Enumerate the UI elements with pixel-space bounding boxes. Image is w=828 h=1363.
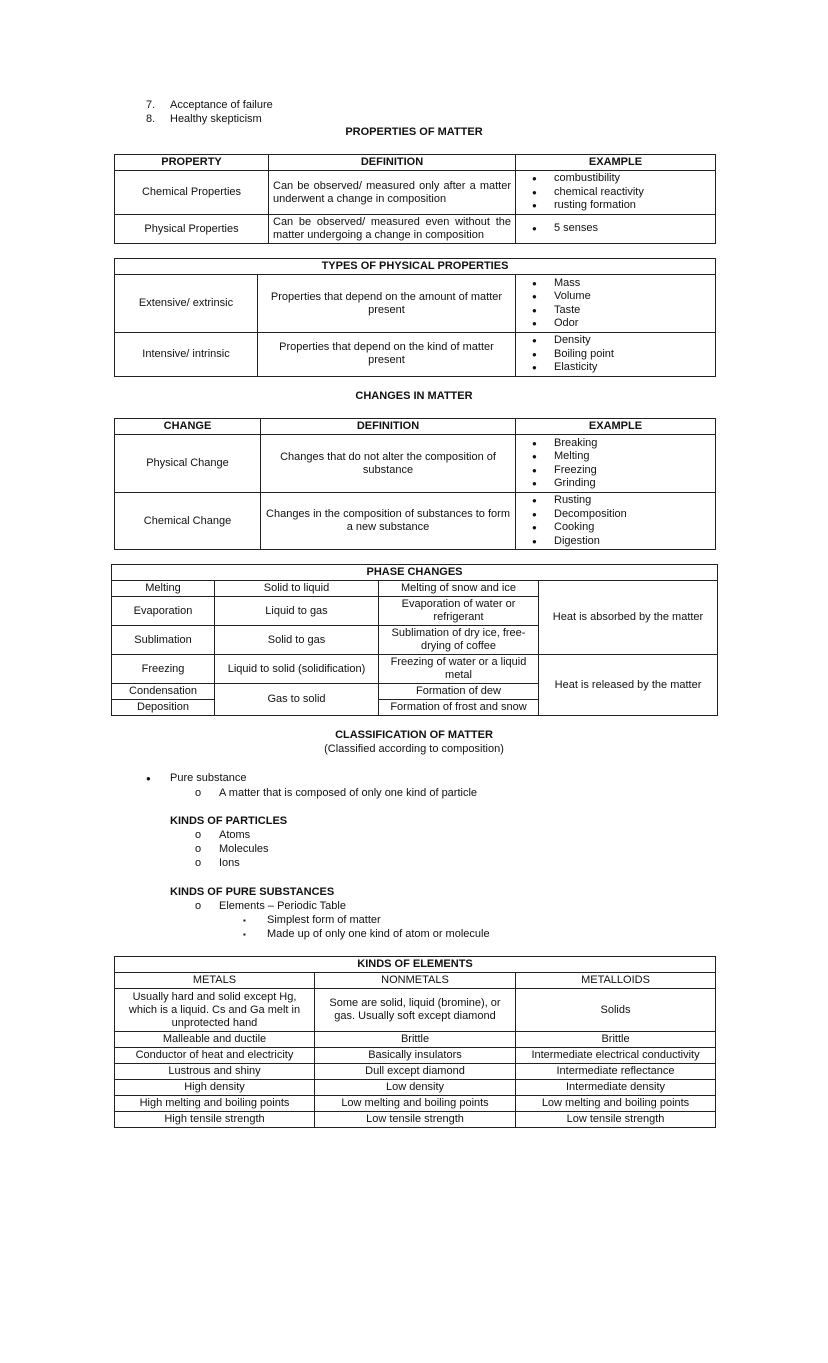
table-cell: Basically insulators xyxy=(315,1048,516,1064)
example-list xyxy=(520,437,711,491)
list-text: Made up of only one kind of atom or molecule xyxy=(267,928,490,940)
table-cell: Malleable and ductile xyxy=(115,1032,315,1048)
list-text: Simplest form of matter xyxy=(267,914,381,926)
example-list xyxy=(520,172,711,213)
phase-example: Formation of dew xyxy=(379,684,539,700)
list-item: ● Boiling point xyxy=(532,348,711,362)
table-row xyxy=(115,1048,716,1064)
table-cell: Lustrous and shiny xyxy=(115,1064,315,1080)
list-number: 8. xyxy=(146,113,156,125)
table-row xyxy=(115,435,716,493)
list-item: ● 5 senses xyxy=(532,222,711,236)
list-item: ● chemical reactivity xyxy=(532,186,711,200)
table-row xyxy=(115,989,716,1032)
phase-example: Sublimation of dry ice, free-drying of coffee xyxy=(379,626,539,655)
phase-name: Melting xyxy=(112,581,215,597)
heat-note: Heat is released by the matter xyxy=(539,655,718,716)
phase-name: Freezing xyxy=(112,655,215,684)
list-text: Molecules xyxy=(219,843,269,855)
header-definition: DEFINITION xyxy=(261,419,516,435)
list-item xyxy=(195,786,478,800)
circle-bullet-icon: o xyxy=(195,829,202,841)
table-row xyxy=(115,493,716,550)
list-item: ● combustibility xyxy=(532,172,711,186)
table-row xyxy=(115,215,716,244)
circle-bullet-icon: o xyxy=(195,857,202,869)
list-item: ● Freezing xyxy=(532,464,711,478)
list-item: ● Taste xyxy=(532,304,711,318)
table-cell: Low melting and boiling points xyxy=(516,1096,716,1112)
table-cell: Low tensile strength xyxy=(516,1112,716,1128)
example-list xyxy=(520,222,711,236)
table-row xyxy=(112,655,718,684)
table-cell: Brittle xyxy=(315,1032,516,1048)
table-cell: Some are solid, liquid (bromine), or gas. Usually soft except diamond xyxy=(315,989,516,1032)
list-item: ● Density xyxy=(532,334,711,348)
example-list xyxy=(520,334,711,375)
table-title: KINDS OF ELEMENTS xyxy=(115,957,716,973)
list-item: ● Elasticity xyxy=(532,361,711,375)
type-definition: Properties that depend on the amount of matter present xyxy=(258,275,516,333)
phase-name: Deposition xyxy=(112,700,215,716)
table-cell: Intermediate density xyxy=(516,1080,716,1096)
table-title: PHASE CHANGES xyxy=(112,565,718,581)
phase-description: Gas to solid xyxy=(215,684,379,716)
phase-example: Freezing of water or a liquid metal xyxy=(379,655,539,684)
list-number: 7. xyxy=(146,99,156,111)
phase-example: Evaporation of water or refrigerant xyxy=(379,597,539,626)
section-subtitle: (Classified according to composition) xyxy=(324,743,504,755)
table-cell: Low melting and boiling points xyxy=(315,1096,516,1112)
heat-note: Heat is absorbed by the matter xyxy=(539,581,718,655)
table-cell: Intermediate electrical conductivity xyxy=(516,1048,716,1064)
changes-table xyxy=(114,418,716,550)
table-cell: High tensile strength xyxy=(115,1112,315,1128)
list-item xyxy=(243,913,381,928)
table-row xyxy=(115,1096,716,1112)
change-definition: Changes in the composition of substances to form a new substance xyxy=(261,493,516,550)
list-text: Pure substance xyxy=(170,772,247,784)
phase-description: Solid to gas xyxy=(215,626,379,655)
table-row xyxy=(115,333,716,377)
circle-bullet-icon: o xyxy=(195,787,202,799)
list-item: ● Odor xyxy=(532,317,711,331)
section-title-changes: CHANGES IN MATTER xyxy=(355,390,473,402)
phase-description: Solid to liquid xyxy=(215,581,379,597)
list-item: ● Digestion xyxy=(532,535,711,549)
list-item xyxy=(146,112,262,126)
header-property: PROPERTY xyxy=(115,155,269,171)
change-name: Physical Change xyxy=(115,435,261,493)
list-item xyxy=(243,927,490,942)
table-row xyxy=(115,1080,716,1096)
property-definition: Can be observed/ measured even without the matter undergoing a change in composition xyxy=(269,215,516,244)
table-cell: Usually hard and solid except Hg, which is a liquid. Cs and Ga melt in unprotected hand xyxy=(115,989,315,1032)
list-item: ● Grinding xyxy=(532,477,711,491)
list-text: A matter that is composed of only one kind of particle xyxy=(219,787,478,799)
table-row xyxy=(112,581,718,597)
table-cell: Low density xyxy=(315,1080,516,1096)
list-item: ● rusting formation xyxy=(532,199,711,213)
change-name: Chemical Change xyxy=(115,493,261,550)
header-example: EXAMPLE xyxy=(516,419,716,435)
phase-name: Condensation xyxy=(112,684,215,700)
subheading: KINDS OF PURE SUBSTANCES xyxy=(170,886,335,898)
bullet-icon: ● xyxy=(146,774,151,783)
header-definition: DEFINITION xyxy=(269,155,516,171)
list-item: ● Breaking xyxy=(532,437,711,451)
bullet-icon: ▪ xyxy=(243,930,246,939)
elements-table xyxy=(114,956,716,1128)
table-cell: Low tensile strength xyxy=(315,1112,516,1128)
type-definition: Properties that depend on the kind of matter present xyxy=(258,333,516,377)
property-name: Chemical Properties xyxy=(115,171,269,215)
list-item: ● Cooking xyxy=(532,521,711,535)
list-item: ● Volume xyxy=(532,290,711,304)
header-metals: METALS xyxy=(115,973,315,989)
table-row xyxy=(115,1064,716,1080)
table-row xyxy=(115,1032,716,1048)
type-name: Extensive/ extrinsic xyxy=(115,275,258,333)
property-name: Physical Properties xyxy=(115,215,269,244)
table-row xyxy=(115,1112,716,1128)
list-item xyxy=(195,828,251,842)
list-item: ● Rusting xyxy=(532,494,711,508)
header-change: CHANGE xyxy=(115,419,261,435)
table-cell: Brittle xyxy=(516,1032,716,1048)
circle-bullet-icon: o xyxy=(195,900,202,912)
header-metalloids: METALLOIDS xyxy=(516,973,716,989)
phase-description: Liquid to gas xyxy=(215,597,379,626)
table-cell: Intermediate reflectance xyxy=(516,1064,716,1080)
list-item xyxy=(146,98,273,112)
list-text: Atoms xyxy=(219,829,251,841)
list-item xyxy=(195,899,346,913)
change-definition: Changes that do not alter the composition of substance xyxy=(261,435,516,493)
list-item xyxy=(146,771,247,786)
section-title-classification: CLASSIFICATION OF MATTER xyxy=(335,729,493,741)
example-list xyxy=(520,494,711,548)
table-cell: High density xyxy=(115,1080,315,1096)
phase-example: Melting of snow and ice xyxy=(379,581,539,597)
list-text: Acceptance of failure xyxy=(170,99,273,111)
table-cell: Conductor of heat and electricity xyxy=(115,1048,315,1064)
type-name: Intensive/ intrinsic xyxy=(115,333,258,377)
table-cell: Dull except diamond xyxy=(315,1064,516,1080)
list-item: ● Decomposition xyxy=(532,508,711,522)
phase-changes-table xyxy=(111,564,718,716)
table-cell: High melting and boiling points xyxy=(115,1096,315,1112)
circle-bullet-icon: o xyxy=(195,843,202,855)
subheading: KINDS OF PARTICLES xyxy=(170,815,288,827)
phase-name: Evaporation xyxy=(112,597,215,626)
list-text: Healthy skepticism xyxy=(170,113,262,125)
list-item xyxy=(195,842,269,856)
list-text: Elements – Periodic Table xyxy=(219,900,346,912)
physical-types-table xyxy=(114,258,716,377)
table-row xyxy=(115,171,716,215)
header-example: EXAMPLE xyxy=(516,155,716,171)
list-item xyxy=(195,856,240,870)
list-text: Ions xyxy=(219,857,240,869)
property-definition: Can be observed/ measured only after a matter underwent a change in composition xyxy=(269,171,516,215)
table-title: TYPES OF PHYSICAL PROPERTIES xyxy=(115,259,716,275)
phase-name: Sublimation xyxy=(112,626,215,655)
phase-description: Liquid to solid (solidification) xyxy=(215,655,379,684)
section-title-properties: PROPERTIES OF MATTER xyxy=(345,126,483,138)
phase-example: Formation of frost and snow xyxy=(379,700,539,716)
list-item: ● Melting xyxy=(532,450,711,464)
properties-table xyxy=(114,154,716,244)
example-list xyxy=(520,277,711,331)
list-item: ● Mass xyxy=(532,277,711,291)
table-row xyxy=(115,275,716,333)
header-nonmetals: NONMETALS xyxy=(315,973,516,989)
table-cell: Solids xyxy=(516,989,716,1032)
bullet-icon: ▪ xyxy=(243,916,246,925)
